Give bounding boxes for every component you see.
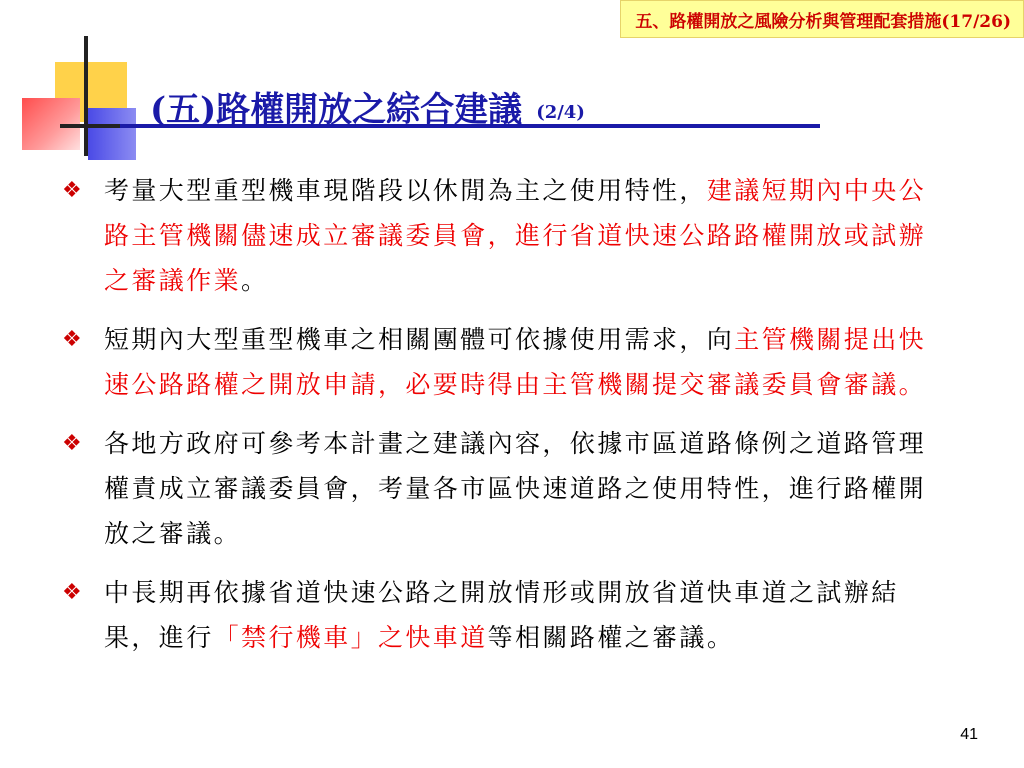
decor-blue-square <box>88 108 136 160</box>
slide-title <box>150 82 585 131</box>
slide-title-sub: (2/4) <box>536 102 585 123</box>
section-tag: 五、路權開放之風險分析與管理配套措施(17/26) <box>620 0 1024 38</box>
bullet-item-1 <box>62 168 942 303</box>
diamond-bullet-icon: ❖ <box>62 178 82 203</box>
page-number: 41 <box>960 726 978 743</box>
diamond-bullet-icon: ❖ <box>62 327 82 352</box>
bullet-3-text-1: 各地方政府可參考本計畫之建議內容，依據市區道路條例之道路管理權責成立審議委員會，考量各市區快速道路之使用特性，進行路權開放之審議。 <box>104 429 927 548</box>
bullet-4-text-2: 等相關路權之審議。 <box>487 623 735 652</box>
slide-title-main: (五)路權開放之綜合建議 <box>150 90 523 130</box>
bullet-item-4 <box>62 570 942 660</box>
bullet-1-text-1: 考量大型重型機車現階段以休閒為主之使用特性， <box>104 176 707 205</box>
diamond-bullet-icon: ❖ <box>62 580 82 605</box>
decor-vertical-line <box>84 36 88 156</box>
bullet-item-2 <box>62 317 942 407</box>
bullet-2-highlight: 主管機關提出快速公路路權之開放申請，必要時得由主管機關提交審議委員會審議。 <box>104 325 927 399</box>
bullet-4-highlight: 「禁行機車」之快車道 <box>213 623 488 652</box>
bullet-2-text-1: 短期內大型重型機車之相關團體可依據使用需求，向 <box>104 325 735 354</box>
bullet-list <box>62 168 942 674</box>
diamond-bullet-icon: ❖ <box>62 431 82 456</box>
bullet-4-text-1: 中長期再依據省道快速公路之開放情形或開放省道快車道之試辦結果，進行 <box>104 578 899 652</box>
bullet-1-text-2: 。 <box>241 266 269 295</box>
bullet-item-3 <box>62 421 942 556</box>
bullet-1-highlight: 建議短期內中央公路主管機關儘速成立審議委員會，進行省道快速公路路權開放或試辦之審議作業 <box>104 176 927 295</box>
